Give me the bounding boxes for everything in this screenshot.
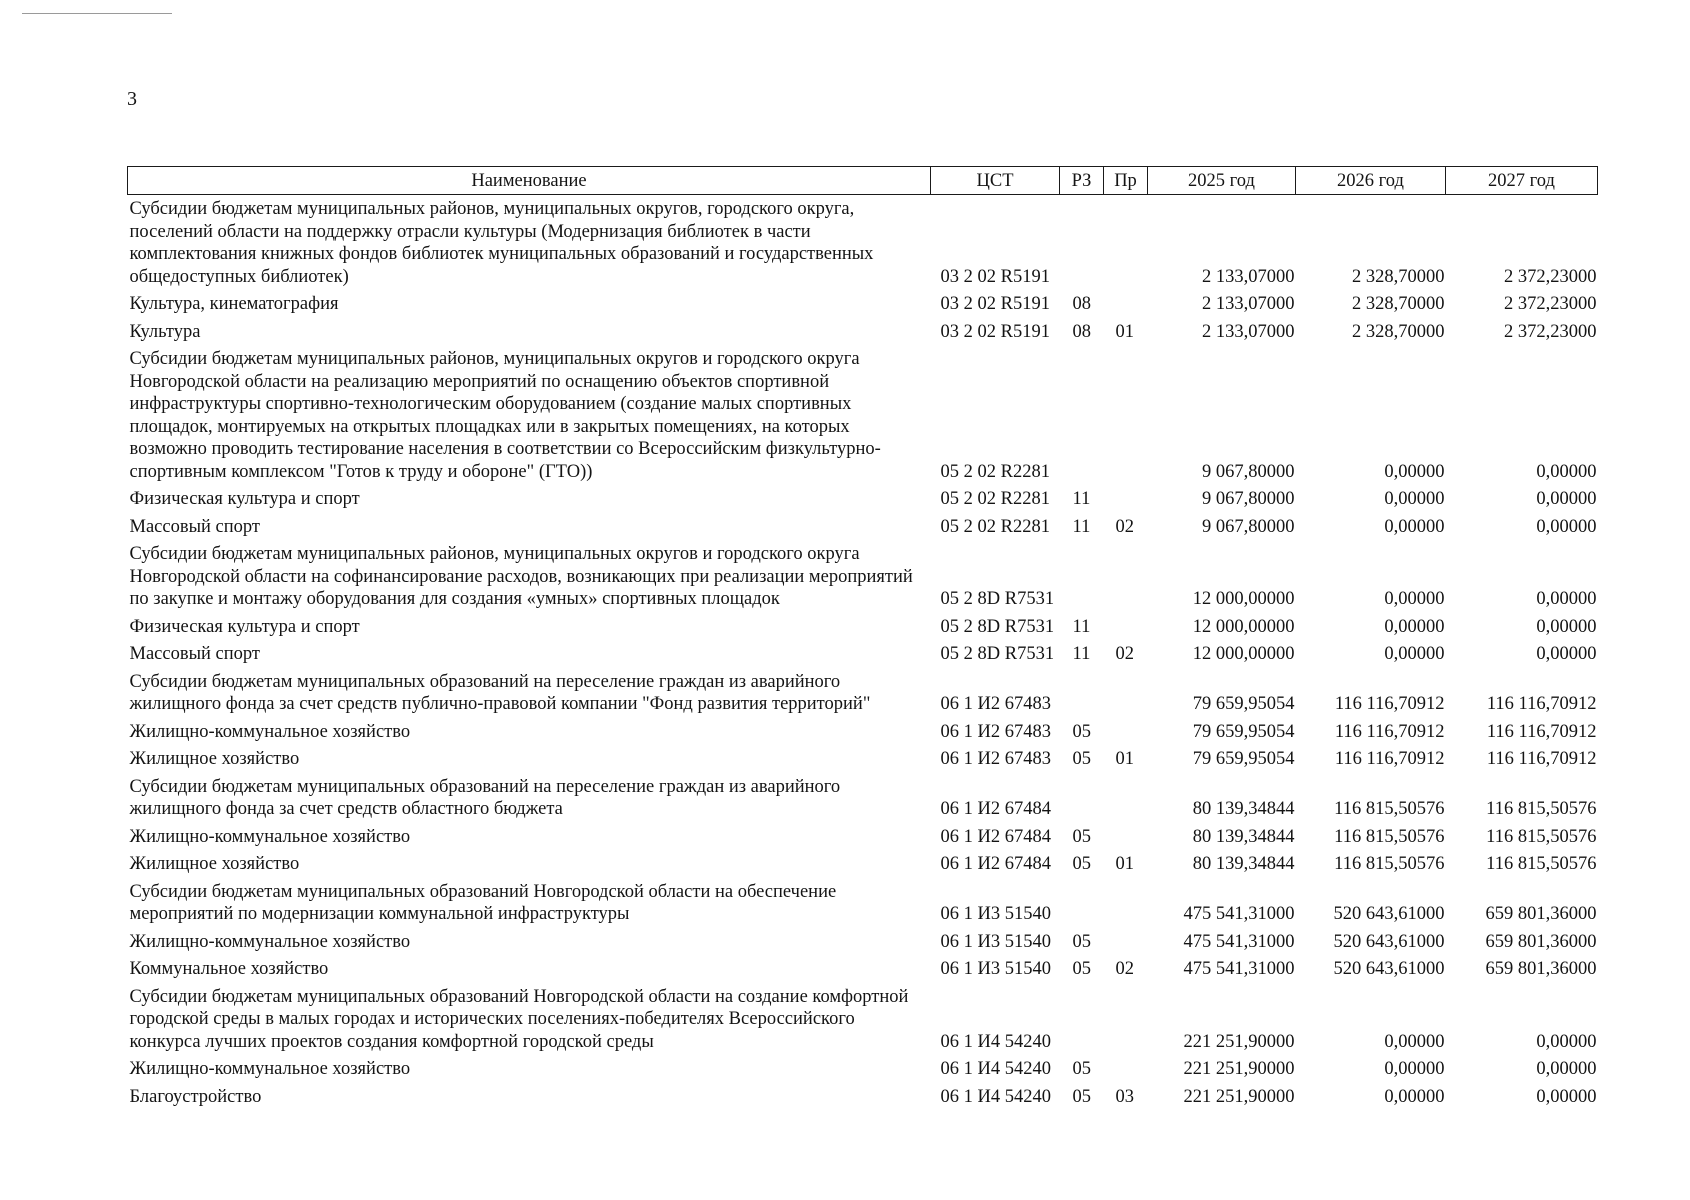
row-rz: 05 [1072,721,1091,742]
row-2027: 659 801,36000 [1485,904,1597,924]
row-2025: 79 659,95054 [1192,749,1295,769]
row-rz: 05 [1072,1059,1091,1079]
table-row [128,850,1598,878]
row-cst: 06 1 И3 51540 [940,904,1051,924]
table-body [128,195,1598,1111]
budget-table [127,166,1598,1110]
row-pr [1104,668,1148,718]
row-cst: 05 2 02 R2281 [940,461,1050,482]
table-row [128,195,1598,291]
row-2027: 2 372,23000 [1504,266,1597,287]
row-2026: 520 643,61000 [1333,931,1445,952]
row-2026: 2 328,70000 [1352,321,1445,342]
row-pr [1104,485,1148,513]
row-rz: 08 [1072,294,1091,314]
row-name: Жилищно-коммунальное хозяйство [129,826,411,847]
table-header-row [128,167,1598,195]
row-name: Субсидии бюджетам муниципальных районов, муниципальных округов, городского округа, поселений области на поддержку отрасли культуры (Модернизация библиотек в части комплектования книжных фондов библиотек муниципальных образований и государственных общедоступных библиотек) [129,199,874,287]
row-cst: 06 1 И2 67484 [940,826,1051,847]
row-cst: 06 1 И4 54240 [940,1031,1051,1052]
table-row [128,668,1598,718]
table-row [128,513,1598,541]
row-2025: 12 000,00000 [1192,616,1295,637]
row-rz: 05 [1072,749,1091,769]
row-pr [1104,983,1148,1056]
row-rz: 11 [1072,616,1091,637]
row-2027: 116 116,70912 [1486,721,1597,742]
row-name: Субсидии бюджетам муниципальных районов, муниципальных округов и городского округа Новгородской области на реализацию мероприятий по оснащению объектов спортивной инфраструктуры спортивно-технологическим оборудованием (создание малых спортивных площадок, монтируемых на открытых площадках или в закрытых помещениях, на которых возможно проводить тестирование населения в соответствии со Всероссийским физкультурно-спортивным комплексом "Готов к труду и обороне" (ГТО)) [129,349,881,482]
row-cst: 03 2 02 R5191 [940,294,1050,314]
row-cst: 05 2 8D R7531 [940,644,1055,664]
page-number: 3 [127,88,137,110]
row-cst: 06 1 И3 51540 [940,931,1051,952]
row-rz [1060,878,1104,928]
row-2026: 0,00000 [1384,644,1445,664]
row-2027: 116 116,70912 [1486,749,1597,769]
row-pr: 01 [1115,321,1134,342]
row-2025: 475 541,31000 [1183,959,1295,979]
row-2026: 0,00000 [1384,1031,1445,1052]
row-2025: 475 541,31000 [1183,931,1295,952]
header-rz: РЗ [1060,167,1104,195]
row-rz [1060,983,1104,1056]
row-name: Субсидии бюджетам муниципальных образований Новгородской области на создание комфортной городской среды в малых городах и исторических поселениях-победителях Всероссийского конкурса лучших проектов создания комфортной городской среды [129,986,909,1052]
row-name: Субсидии бюджетам муниципальных районов, муниципальных округов и городского округа Новгородской области на софинансирование расходов, возникающих при реализации мероприятий по закупке и монтажу оборудования для создания «умных» спортивных площадок [129,544,913,609]
row-name: Жилищно-коммунальное хозяйство [129,931,411,952]
row-2027: 659 801,36000 [1485,931,1597,952]
row-rz [1060,345,1104,485]
row-2027: 0,00000 [1536,1086,1597,1107]
row-rz [1060,773,1104,823]
header-2025: 2025 год [1148,167,1296,195]
row-pr [1104,345,1148,485]
row-2027: 0,00000 [1536,616,1597,637]
row-2027: 0,00000 [1536,1031,1597,1052]
table-row [128,823,1598,851]
row-name: Физическая культура и спорт [129,616,360,637]
row-rz: 05 [1072,826,1091,847]
row-2025: 9 067,80000 [1202,489,1295,509]
row-rz: 05 [1072,959,1091,979]
row-2026: 0,00000 [1384,1086,1445,1107]
row-2026: 520 643,61000 [1333,904,1445,924]
row-2027: 116 815,50576 [1486,826,1597,847]
row-cst: 05 2 02 R2281 [940,489,1050,509]
row-pr: 02 [1115,959,1134,979]
row-2027: 116 815,50576 [1486,854,1597,874]
row-name: Физическая культура и спорт [129,489,360,509]
row-2026: 0,00000 [1384,461,1445,482]
header-name: Наименование [128,167,931,195]
row-2026: 116 116,70912 [1334,694,1445,714]
row-pr [1104,195,1148,291]
row-cst: 06 1 И4 54240 [940,1059,1051,1079]
row-cst: 05 2 8D R7531 [940,589,1055,609]
row-cst: 06 1 И3 51540 [940,959,1051,979]
table-row [128,318,1598,346]
row-pr [1104,1055,1148,1083]
row-name: Жилищное хозяйство [129,749,300,769]
row-name: Благоустройство [129,1086,262,1107]
table-row [128,928,1598,956]
header-pr: Пр [1104,167,1148,195]
row-2027: 0,00000 [1536,1059,1597,1079]
table-row [128,955,1598,983]
row-rz [1060,540,1104,613]
row-cst: 06 1 И2 67484 [940,799,1051,819]
row-2026: 2 328,70000 [1352,294,1445,314]
table-row [128,1055,1598,1083]
table-row [128,540,1598,613]
row-cst: 06 1 И4 54240 [940,1086,1051,1107]
table-row [128,745,1598,773]
row-2027: 0,00000 [1536,489,1597,509]
row-2025: 475 541,31000 [1183,904,1295,924]
row-cst: 03 2 02 R5191 [940,266,1050,287]
row-name: Жилищно-коммунальное хозяйство [129,1059,411,1079]
row-rz: 05 [1072,854,1091,874]
row-name: Массовый спорт [129,644,260,664]
row-2025: 221 251,90000 [1183,1059,1295,1079]
row-2026: 520 643,61000 [1333,959,1445,979]
row-2025: 221 251,90000 [1183,1086,1295,1107]
row-2026: 2 328,70000 [1352,266,1445,287]
row-2025: 80 139,34844 [1192,826,1295,847]
row-pr: 02 [1115,516,1134,537]
table-row [128,773,1598,823]
table-row [128,613,1598,641]
row-2027: 0,00000 [1536,644,1597,664]
row-2025: 9 067,80000 [1202,461,1295,482]
row-2027: 116 116,70912 [1486,694,1597,714]
table-row [128,345,1598,485]
row-2025: 9 067,80000 [1202,516,1295,537]
row-2025: 221 251,90000 [1183,1031,1295,1052]
header-cst: ЦСТ [931,167,1060,195]
row-2026: 116 815,50576 [1334,826,1445,847]
row-rz: 11 [1072,644,1091,664]
row-2025: 79 659,95054 [1192,721,1295,742]
row-pr [1104,878,1148,928]
row-name: Субсидии бюджетам муниципальных образований на переселение граждан из аварийного жилищного фонда за счет средств публично-правовой компании "Фонд развития территорий" [129,671,871,714]
row-2026: 0,00000 [1384,489,1445,509]
row-2027: 0,00000 [1536,589,1597,609]
row-2026: 0,00000 [1384,516,1445,537]
row-cst: 03 2 02 R5191 [940,321,1050,342]
row-2027: 116 815,50576 [1486,799,1597,819]
row-cst: 06 1 И2 67484 [940,854,1051,874]
row-cst: 05 2 8D R7531 [940,616,1055,637]
table-row [128,1083,1598,1111]
row-2027: 2 372,23000 [1504,321,1597,342]
row-2027: 0,00000 [1536,516,1597,537]
scan-edge-line [22,13,172,14]
row-2025: 12 000,00000 [1192,589,1295,609]
row-2025: 12 000,00000 [1192,644,1295,664]
row-rz: 05 [1072,1086,1091,1107]
row-name: Субсидии бюджетам муниципальных образований на переселение граждан из аварийного жилищного фонда за счет средств областного бюджета [129,776,841,819]
row-name: Жилищно-коммунальное хозяйство [129,721,411,742]
row-pr [1104,773,1148,823]
header-2027: 2027 год [1446,167,1598,195]
row-pr: 02 [1115,644,1134,664]
header-2026: 2026 год [1296,167,1446,195]
row-2027: 2 372,23000 [1504,294,1597,314]
row-2026: 116 116,70912 [1334,749,1445,769]
row-pr [1104,928,1148,956]
row-pr [1104,718,1148,746]
row-2026: 0,00000 [1384,589,1445,609]
row-2026: 116 815,50576 [1334,854,1445,874]
row-pr [1104,540,1148,613]
row-2027: 0,00000 [1536,461,1597,482]
table-row [128,718,1598,746]
row-2027: 659 801,36000 [1485,959,1597,979]
row-pr [1104,613,1148,641]
row-pr [1104,823,1148,851]
row-pr: 01 [1115,749,1134,769]
table-row [128,485,1598,513]
row-rz: 11 [1072,516,1091,537]
row-pr: 03 [1115,1086,1134,1107]
row-2025: 2 133,07000 [1202,294,1295,314]
row-2025: 79 659,95054 [1192,694,1295,714]
row-name: Коммунальное хозяйство [129,959,329,979]
row-2026: 0,00000 [1384,1059,1445,1079]
row-rz: 08 [1072,321,1091,342]
row-name: Культура [129,321,201,342]
table-row [128,290,1598,318]
row-cst: 06 1 И2 67483 [940,749,1051,769]
row-rz: 11 [1072,489,1091,509]
row-2026: 0,00000 [1384,616,1445,637]
row-2025: 2 133,07000 [1202,266,1295,287]
row-pr [1104,290,1148,318]
row-2026: 116 116,70912 [1334,721,1445,742]
row-2025: 2 133,07000 [1202,321,1295,342]
row-name: Культура, кинематография [129,294,339,314]
row-rz [1060,668,1104,718]
row-cst: 06 1 И2 67483 [940,721,1051,742]
row-cst: 06 1 И2 67483 [940,694,1051,714]
row-rz: 05 [1072,931,1091,952]
row-pr: 01 [1115,854,1134,874]
row-rz [1060,195,1104,291]
row-name: Субсидии бюджетам муниципальных образований Новгородской области на обеспечение мероприятий по модернизации коммунальной инфраструктуры [129,881,837,924]
table-row [128,983,1598,1056]
row-2026: 116 815,50576 [1334,799,1445,819]
row-name: Жилищное хозяйство [129,854,300,874]
row-name: Массовый спорт [129,516,260,537]
table-row [128,878,1598,928]
row-cst: 05 2 02 R2281 [940,516,1050,537]
row-2025: 80 139,34844 [1192,854,1295,874]
row-2025: 80 139,34844 [1192,799,1295,819]
table-row [128,640,1598,668]
